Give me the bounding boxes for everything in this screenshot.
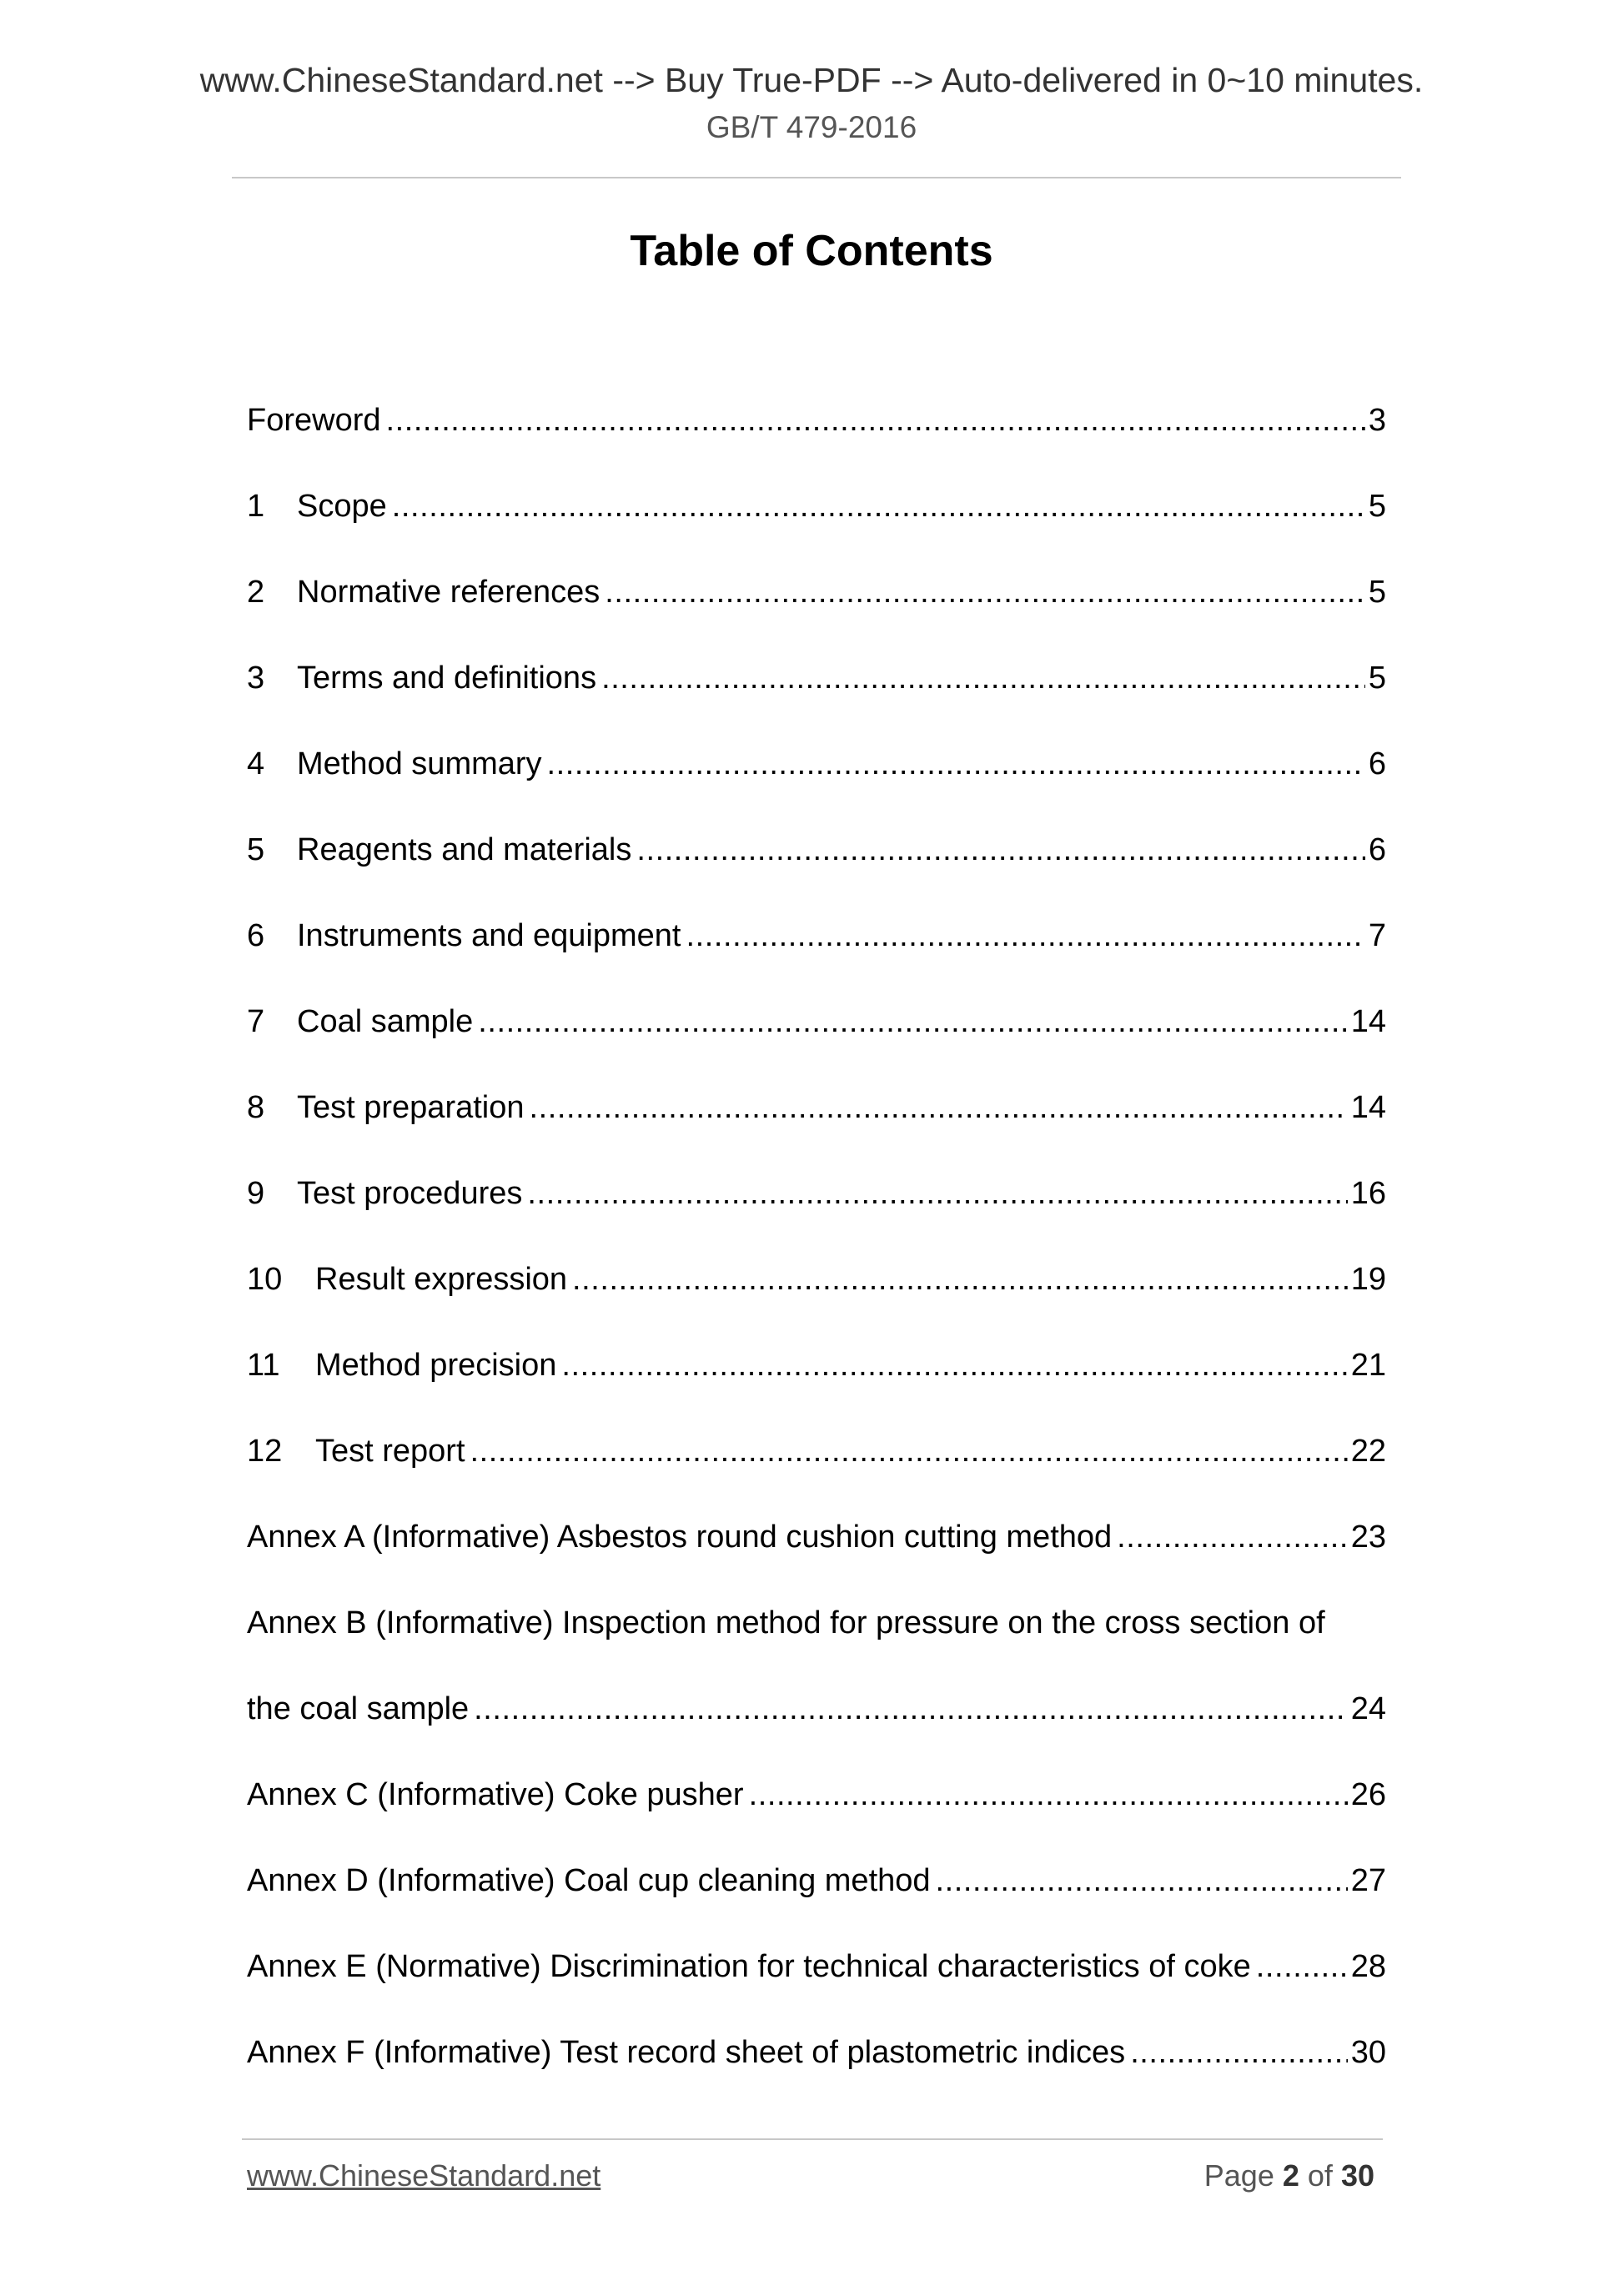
toc-entry-label: Test procedures xyxy=(297,1176,523,1211)
toc-entry-page: 7 xyxy=(1368,918,1386,953)
toc-entry-page: 30 xyxy=(1350,2035,1386,2070)
toc-entry-reagents-and-materials[interactable] xyxy=(247,825,1386,911)
page-number xyxy=(1204,2158,1374,2193)
dot-leader xyxy=(601,653,1365,703)
page-prefix: Page xyxy=(1203,2158,1274,2193)
page-title: Table of Contents xyxy=(630,227,993,275)
toc-entry-number: 6 xyxy=(247,918,265,953)
toc-entry-instruments-and-equipment[interactable] xyxy=(247,911,1386,997)
toc-entry-number: 9 xyxy=(247,1176,265,1211)
toc-entry-page: 14 xyxy=(1350,1004,1386,1039)
toc-entry-label: Method summary xyxy=(297,746,542,781)
current-page: 2 xyxy=(1282,2158,1299,2193)
toc-entry-label: Normative references xyxy=(297,575,600,610)
toc-entry-number: 2 xyxy=(247,575,265,610)
toc-entry-page: 23 xyxy=(1350,1520,1386,1555)
dot-leader xyxy=(1256,1942,1348,1992)
dot-leader xyxy=(749,1770,1348,1820)
footer-site-link[interactable]: www.ChineseStandard.net xyxy=(247,2158,601,2193)
toc-entry-label: Foreword xyxy=(247,403,381,438)
toc-entry-foreword[interactable] xyxy=(247,395,1386,481)
toc-entry-annex-b[interactable] xyxy=(247,1598,1386,1684)
toc-entry-normative-references[interactable] xyxy=(247,567,1386,653)
toc-entry-annex-a[interactable] xyxy=(247,1512,1386,1598)
toc-entry-page: 3 xyxy=(1368,403,1386,438)
dot-leader xyxy=(386,395,1365,445)
header-divider xyxy=(232,177,1401,178)
toc-entry-number: 7 xyxy=(247,1004,265,1039)
dot-leader xyxy=(572,1254,1348,1304)
header-banner[interactable]: www.ChineseStandard.net --> Buy True-PDF --> Auto-delivered in 0~10 minutes. xyxy=(199,61,1424,99)
dot-leader xyxy=(1130,2027,1348,2077)
toc-entry-annex-f[interactable] xyxy=(247,2027,1386,2113)
toc-entry-page: 5 xyxy=(1368,575,1386,610)
toc-entry-label: Annex A (Informative) Asbestos round cushion cutting method xyxy=(247,1520,1113,1555)
dot-leader xyxy=(474,1684,1348,1734)
toc-entry-coal-sample[interactable] xyxy=(247,997,1386,1083)
toc-entry-label: Annex E (Normative) Discrimination for technical characteristics of coke xyxy=(247,1949,1251,1984)
toc-entry-page: 6 xyxy=(1368,832,1386,867)
toc-entry-page: 28 xyxy=(1350,1949,1386,1984)
toc-entry-label: Test report xyxy=(315,1434,465,1469)
table-of-contents xyxy=(247,395,1386,2113)
toc-entry-scope[interactable] xyxy=(247,481,1386,567)
dot-leader xyxy=(392,481,1365,531)
toc-entry-label: Annex C (Informative) Coke pusher xyxy=(247,1777,744,1812)
toc-entry-method-precision[interactable] xyxy=(247,1340,1386,1426)
page-footer xyxy=(247,2158,1374,2193)
toc-entry-number: 4 xyxy=(247,746,265,781)
toc-entry-label: Coal sample xyxy=(297,1004,474,1039)
toc-entry-label: Annex F (Informative) Test record sheet of plastometric indices xyxy=(247,2035,1126,2070)
dot-leader xyxy=(1117,1512,1348,1562)
toc-entry-page: 27 xyxy=(1350,1863,1386,1898)
toc-entry-number: 11 xyxy=(247,1348,280,1383)
toc-entry-page: 5 xyxy=(1368,489,1386,524)
dot-leader xyxy=(527,1168,1347,1218)
dot-leader xyxy=(478,997,1348,1047)
toc-entry-annex-d[interactable] xyxy=(247,1856,1386,1942)
toc-entry-label: Test preparation xyxy=(297,1090,525,1125)
toc-entry-label: Annex D (Informative) Coal cup cleaning method xyxy=(247,1863,931,1898)
page-of: of xyxy=(1307,2158,1333,2193)
toc-entry-page: 24 xyxy=(1350,1691,1386,1726)
toc-entry-test-preparation[interactable] xyxy=(247,1083,1386,1168)
toc-entry-page: 26 xyxy=(1350,1777,1386,1812)
toc-entry-number: 12 xyxy=(247,1434,283,1469)
toc-entry-page: 14 xyxy=(1350,1090,1386,1125)
toc-entry-label: Method precision xyxy=(315,1348,557,1383)
toc-entry-page: 19 xyxy=(1350,1262,1386,1297)
dot-leader xyxy=(561,1340,1347,1390)
toc-entry-page: 5 xyxy=(1368,661,1386,696)
dot-leader xyxy=(470,1426,1348,1476)
toc-entry-page: 21 xyxy=(1350,1348,1386,1383)
toc-entry-label: Terms and definitions xyxy=(297,661,597,696)
toc-entry-annex-c[interactable] xyxy=(247,1770,1386,1856)
total-pages: 30 xyxy=(1340,2158,1374,2193)
footer-divider xyxy=(242,2138,1383,2140)
toc-entry-label: Instruments and equipment xyxy=(297,918,681,953)
toc-entry-label: Result expression xyxy=(315,1262,568,1297)
dot-leader xyxy=(547,739,1365,789)
dot-leader xyxy=(605,567,1365,617)
toc-entry-page: 16 xyxy=(1350,1176,1386,1211)
toc-entry-label: Scope xyxy=(297,489,387,524)
page-header xyxy=(0,60,1623,147)
toc-entry-number: 8 xyxy=(247,1090,265,1125)
toc-entry-annex-b-continued[interactable] xyxy=(247,1684,1386,1770)
toc-entry-terms-and-definitions[interactable] xyxy=(247,653,1386,739)
toc-entry-label: Reagents and materials xyxy=(297,832,632,867)
toc-entry-number: 5 xyxy=(247,832,265,867)
toc-entry-annex-e[interactable] xyxy=(247,1942,1386,2027)
toc-entry-result-expression[interactable] xyxy=(247,1254,1386,1340)
toc-entry-number: 10 xyxy=(247,1262,283,1297)
toc-entry-number: 3 xyxy=(247,661,265,696)
toc-entry-page: 22 xyxy=(1350,1434,1386,1469)
dot-leader xyxy=(686,911,1365,961)
dot-leader xyxy=(936,1856,1348,1906)
toc-entry-test-report[interactable] xyxy=(247,1426,1386,1512)
toc-entry-label: Annex B (Informative) Inspection method for pressure on the cross section of xyxy=(247,1605,1325,1640)
dot-leader xyxy=(530,1083,1348,1133)
toc-entry-page: 6 xyxy=(1368,746,1386,781)
toc-entry-test-procedures[interactable] xyxy=(247,1168,1386,1254)
dot-leader xyxy=(636,825,1365,875)
toc-entry-label-continued: the coal sample xyxy=(247,1691,470,1726)
toc-entry-number: 1 xyxy=(247,489,265,524)
toc-entry-method-summary[interactable] xyxy=(247,739,1386,825)
document-id: GB/T 479-2016 xyxy=(706,110,917,145)
